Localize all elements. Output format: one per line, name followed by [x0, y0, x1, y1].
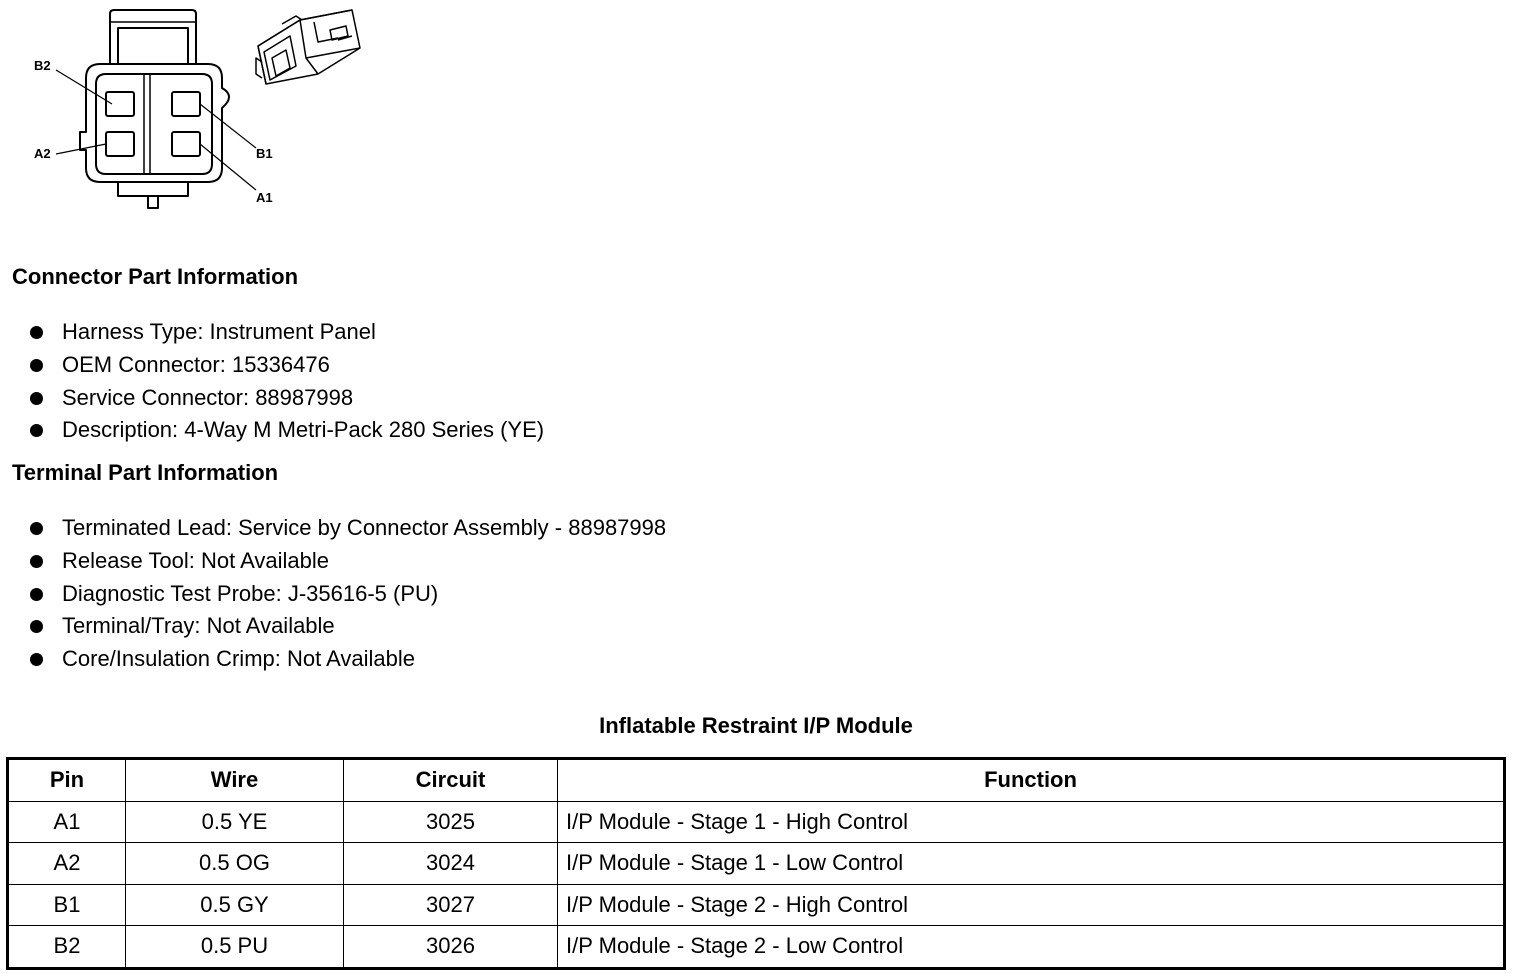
list-item [0, 318, 544, 351]
connector-thumbnail [256, 10, 360, 84]
cell-wire: 0.5 PU [126, 926, 344, 969]
cell-circuit: 3025 [344, 801, 558, 843]
bullet-icon [30, 555, 43, 568]
connector-part-info-list [0, 318, 544, 449]
cell-function: I/P Module - Stage 2 - High Control [558, 884, 1505, 926]
list-item-text: Terminated Lead: Service by Connector Assembly - 88987998 [62, 515, 667, 540]
list-item [0, 384, 544, 417]
table-row [8, 926, 1505, 969]
bullet-icon [30, 620, 43, 633]
connector-diagram [0, 0, 380, 215]
list-item [0, 645, 666, 678]
bullet-icon [30, 653, 43, 666]
column-header-pin: Pin [8, 759, 126, 802]
bullet-icon [30, 359, 43, 372]
pinout-table [6, 757, 1506, 970]
cell-function: I/P Module - Stage 2 - Low Control [558, 926, 1505, 969]
cell-pin: A2 [8, 843, 126, 885]
cell-circuit: 3026 [344, 926, 558, 969]
pin-label-b2: B2 [34, 58, 51, 73]
cell-circuit: 3024 [344, 843, 558, 885]
cell-function: I/P Module - Stage 1 - Low Control [558, 843, 1505, 885]
list-item [0, 351, 544, 384]
bullet-icon [30, 588, 43, 601]
column-header-circuit: Circuit [344, 759, 558, 802]
list-item-text: Harness Type: Instrument Panel [62, 319, 376, 344]
column-header-wire: Wire [126, 759, 344, 802]
table-row [8, 884, 1505, 926]
list-item-text: Core/Insulation Crimp: Not Available [62, 646, 415, 672]
list-item-text: Release Tool: Not Available [62, 547, 330, 573]
table-header-row [8, 759, 1505, 802]
bullet-icon [30, 424, 43, 437]
cell-pin: A1 [8, 801, 126, 843]
pin-label-a1: A1 [256, 190, 273, 205]
pin-label-b1: B1 [256, 146, 273, 161]
terminal-part-info-heading: Terminal Part Information [12, 460, 279, 485]
terminal-part-info-list [0, 514, 666, 678]
list-item-text: Service Connector: 88987998 [62, 384, 354, 410]
list-item-text: Terminal/Tray: Not Available [62, 613, 335, 639]
pin-label-a2: A2 [34, 146, 51, 161]
list-item [0, 514, 666, 547]
cell-pin: B2 [8, 926, 126, 969]
column-header-function: Function [558, 759, 1505, 802]
list-item [0, 580, 666, 613]
cell-function: I/P Module - Stage 1 - High Control [558, 801, 1505, 843]
table-caption: Inflatable Restraint I/P Module [599, 713, 913, 738]
bullet-icon [30, 392, 43, 405]
cell-wire: 0.5 OG [126, 843, 344, 885]
connector-face-drawing [0, 0, 380, 215]
list-item-text: OEM Connector: 15336476 [62, 351, 330, 377]
connector-part-info-heading: Connector Part Information [12, 264, 299, 289]
bullet-icon [30, 326, 43, 339]
list-item [0, 416, 544, 449]
cell-pin: B1 [8, 884, 126, 926]
cell-wire: 0.5 YE [126, 801, 344, 843]
list-item [0, 547, 666, 580]
table-row [8, 801, 1505, 843]
list-item-text: Diagnostic Test Probe: J-35616-5 (PU) [62, 580, 439, 606]
list-item [0, 612, 666, 645]
table-row [8, 843, 1505, 885]
bullet-icon [30, 522, 43, 535]
list-item-text: Description: 4-Way M Metri-Pack 280 Series (YE) [62, 417, 545, 443]
cell-circuit: 3027 [344, 884, 558, 926]
cell-wire: 0.5 GY [126, 884, 344, 926]
